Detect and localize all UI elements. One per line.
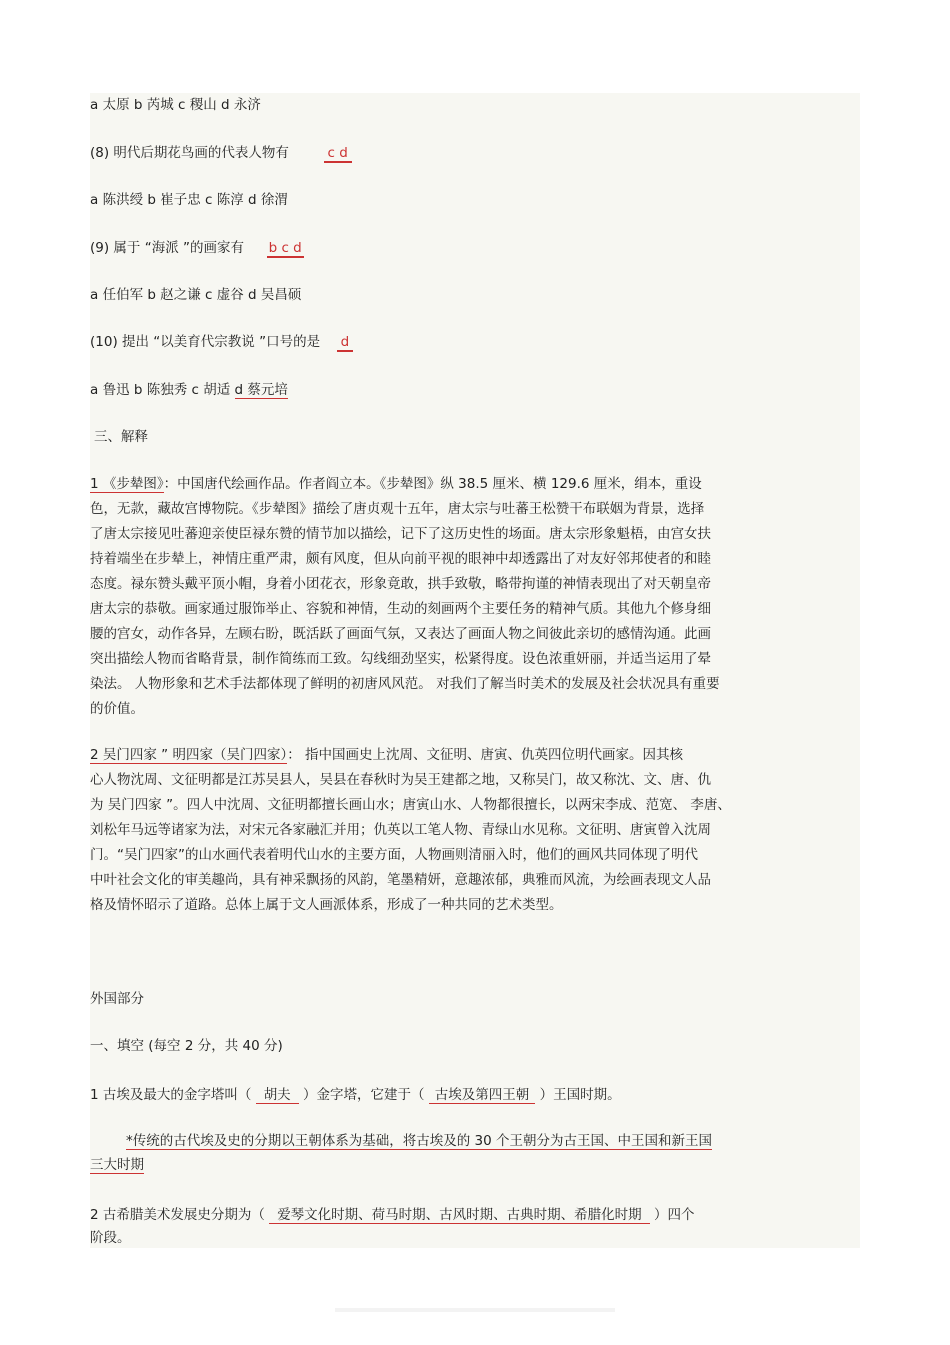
explain1-line-7: 腰的宫女，动作各异，左顾右盼，既活跃了画面气氛，又表达了画面人物之间彼此亲切的感情沟通。此画 (90, 626, 711, 642)
note1-line2: 三大时期 (90, 1157, 144, 1173)
explain2-line-3: 为 吴门四家 ”。四人中沈周、文征明都擅长画山水；唐寅山水、人物都很擅长，以两宋李成、范宽、 李唐、 (90, 797, 731, 813)
q9-options: a 任伯军 b 赵之谦 c 虚谷 d 吴昌硕 (90, 287, 302, 303)
explain1-block (90, 472, 720, 722)
q8-text: (8) 明代后期花鸟画的代表人物有 (90, 145, 289, 161)
explain1-line-2: 色，无款，藏故宫博物院。《步辇图》描绘了唐贞观十五年，唐太宗与吐蕃王松赞干布联姻为背景，选择 (90, 501, 705, 517)
fill2-answer: 爱琴文化时期、荷马时期、古风时期、古典时期、希腊化时期 (269, 1207, 650, 1224)
explain2-block (90, 743, 731, 918)
explain1-line-10: 的价值。 (90, 701, 144, 717)
q8-options: a 陈洪绶 b 崔子忠 c 陈淳 d 徐渭 (90, 192, 288, 208)
fill2 (90, 1206, 694, 1224)
explain2-line-7: 格及情怀昭示了道路。总体上属于文人画派体系，形成了一种共同的艺术类型。 (90, 897, 563, 913)
foreign-section1-title: 一、填空 (每空 2 分，共 40 分) (90, 1038, 283, 1054)
fill2-line2: 阶段。 (90, 1230, 131, 1246)
q7-options: a 太原 b 芮城 c 稷山 d 永济 (90, 97, 261, 113)
explain1-line-3: 了唐太宗接见吐蕃迎亲使臣禄东赞的情节加以描绘，记下了这历史性的场面。唐太宗形象魁梧，由宫女扶 (90, 526, 711, 542)
q10-options (90, 381, 288, 399)
section3-title: 三、解释 (94, 429, 148, 445)
fill1-answer2: 古埃及第四王朝 (429, 1087, 536, 1104)
q8-answer: c d (324, 145, 352, 163)
q9-question (90, 239, 304, 257)
fill2-before: 2 古希腊美术发展史分期为（ (90, 1207, 265, 1223)
q9-text: (9) 属于 “海派 ”的画家有 (90, 240, 244, 256)
foreign-title: 外国部分 (90, 991, 144, 1007)
fill1-before: 1 古埃及最大的金字塔叫（ (90, 1087, 252, 1103)
explain2-line-5: 门。“吴门四家”的山水画代表着明代山水的主要方面，人物画则清丽入时，他们的画风共同体现了明代 (90, 847, 698, 863)
fill1 (90, 1086, 621, 1104)
explain2-line-2: 心人物沈周、文征明都是江苏吴县人，吴县在春秋时为吴王建都之地，又称吴门，故又称沈、文、唐、仇 (90, 772, 711, 788)
q10-options-prefix: a 鲁迅 b 陈独秀 c 胡适 (90, 382, 231, 398)
explain1-term: 1 《步辇图》 (90, 476, 164, 492)
q10-answer: d (337, 334, 354, 352)
q10-options-answer: d 蔡元培 (234, 382, 288, 398)
explain1-line-6: 唐太宗的恭敬。画家通过服饰举止、容貌和神情，生动的刻画两个主要任务的精神气质。其他九个修身细 (90, 601, 711, 617)
fill1-middle: ）金字塔，它建于（ (302, 1087, 425, 1103)
explain2-term: 2 吴门四家 ” 明四家（吴门四家） (90, 747, 288, 763)
explain1-line-9: 染法。 人物形象和艺术手法都体现了鲜明的初唐风风范。 对我们了解当时美术的发展及社会状况具有重要 (90, 676, 720, 692)
explain2-line-6: 中叶社会文化的审美趣尚，具有神采飘扬的风韵，笔墨精妍，意趣浓郁，典雅而风流，为绘画表现文人品 (90, 872, 711, 888)
explain1-line-5: 态度。禄东赞头戴平顶小帽，身着小团花衣，形象竟敢，拱手致敬，略带拘谨的神情表现出了对天朝皇帝 (90, 576, 711, 592)
q10-question (90, 333, 353, 351)
fill1-after: ）王国时期。 (539, 1087, 621, 1103)
footer-divider (335, 1308, 615, 1312)
q8-question (90, 144, 352, 162)
fill1-answer1: 胡夫 (256, 1087, 299, 1104)
q10-text: (10) 提出 “以美育代宗教说 ”口号的是 (90, 334, 321, 350)
note1-line1: *传统的古代埃及史的分期以王朝体系为基础，将古埃及的 30 个王朝分为古王国、中王国和新王国 (126, 1133, 713, 1149)
explain2-line-1: 2 吴门四家 ” 明四家（吴门四家）： 指中国画史上沈周、文征明、唐寅、仇英四位明代画家。因其核 (90, 747, 684, 763)
explain2-line-4: 刘松年马远等诸家为法，对宋元各家融汇并用；仇英以工笔人物、青绿山水见称。文征明、唐寅曾入沈周 (90, 822, 711, 838)
explain1-line-4: 持着端坐在步辇上，神情庄重严肃，颇有风度，但从向前平视的眼神中却透露出了对友好邻邦使者的和睦 (90, 551, 711, 567)
fill2-after: ）四个 (653, 1207, 695, 1223)
q9-answer: b c d (268, 240, 302, 256)
explain1-line-8: 突出描绘人物而省略背景，制作简练而工致。勾线细劲坚实，松紧得度。设色浓重妍丽，并适当运用了晕 (90, 651, 711, 667)
explain1-line-1: 1 《步辇图》：中国唐代绘画作品。作者阎立本。《步辇图》纵 38.5 厘米、横 129.6 厘米，绢本，重设 (90, 476, 702, 492)
